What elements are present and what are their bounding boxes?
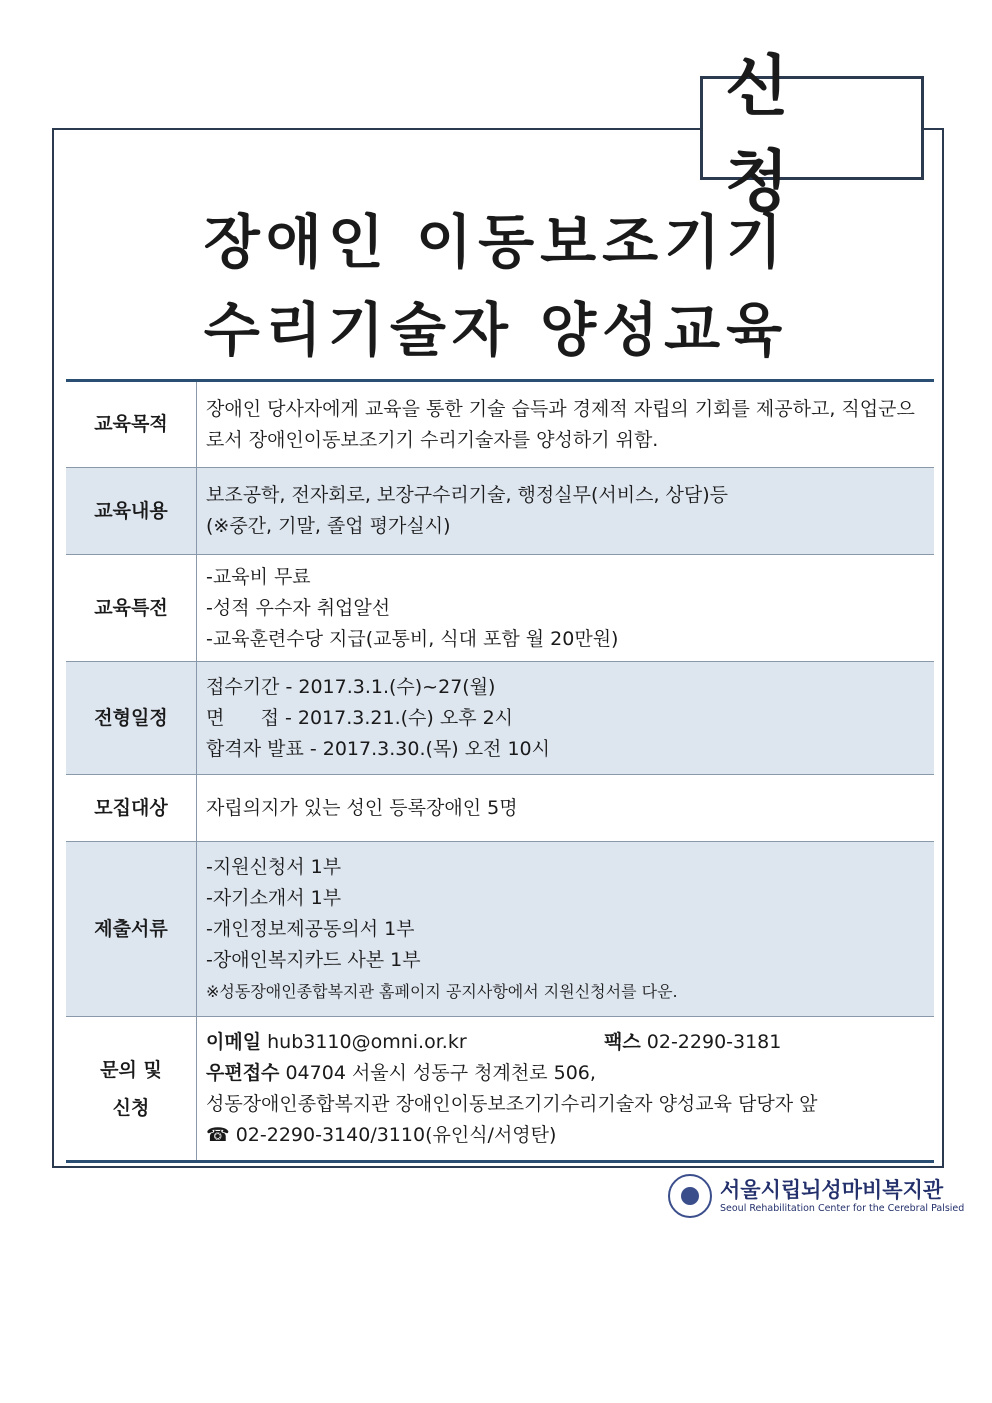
row-content <box>197 842 935 1017</box>
phone-value: 02-2290-3140/3110(유인식/서영탄) <box>235 1123 557 1146</box>
row-text: -개인정보제공동의서 1부 <box>206 917 415 940</box>
row-text: 합격자 발표 - 2017.3.30.(목) 오전 10시 <box>206 737 550 760</box>
row-content <box>197 662 935 775</box>
row-text: 면 접 - 2017.3.21.(수) 오후 2시 <box>206 706 514 729</box>
row-label <box>66 1017 197 1162</box>
table-row-content <box>66 468 934 555</box>
table-row-benefits <box>66 555 934 662</box>
row-text: -장애인복지카드 사본 1부 <box>206 948 421 971</box>
fax-value: 02-2290-3181 <box>646 1030 782 1053</box>
row-text: -성적 우수자 취업알선 <box>206 596 391 619</box>
fax-label: 팩스 <box>604 1030 641 1053</box>
contact-label-line-1: 문의 및 <box>100 1058 162 1081</box>
contact-phone-line <box>206 1120 926 1151</box>
row-content <box>197 775 935 842</box>
contact-label-line-2: 신청 <box>112 1096 150 1119</box>
post-address: 04704 서울시 성동구 청계천로 506, <box>285 1061 596 1084</box>
logo-name-korean: 서울시립뇌성마비복지관 <box>720 1178 944 1202</box>
table-row-target <box>66 775 934 842</box>
table-row-schedule <box>66 662 934 775</box>
title-line-2: 수리기술자 양성교육 <box>203 296 789 364</box>
row-content <box>197 381 935 468</box>
row-text: (※중간, 기말, 졸업 평가실시) <box>206 515 451 537</box>
seal-icon <box>668 1174 712 1218</box>
table-row-purpose <box>66 381 934 468</box>
contact-email-line <box>206 1027 926 1058</box>
logo-name-english: Seoul Rehabilitation Center for the Cerebral Palsied <box>720 1203 965 1214</box>
application-badge: 신 <box>700 76 924 180</box>
row-label: 모집대상 <box>66 775 197 842</box>
row-label: 제출서류 <box>66 842 197 1017</box>
row-text: -교육훈련수당 지급(교통비, 식대 포함 월 20만원) <box>206 627 619 650</box>
row-label: 전형일정 <box>66 662 197 775</box>
fax-group <box>604 1027 781 1058</box>
post-label: 우편접수 <box>206 1061 280 1084</box>
row-text: -교육비 무료 <box>206 565 311 588</box>
row-text: 접수기간 - 2017.3.1.(수)~27(월) <box>206 675 496 698</box>
row-text: 자립의지가 있는 성인 등록장애인 5명 <box>206 796 518 819</box>
email-label: 이메일 <box>206 1030 262 1053</box>
table-row-documents <box>66 842 934 1017</box>
post-recipient: 성동장애인종합복지관 장애인이동보조기기수리기술자 양성교육 담당자 앞 <box>206 1092 818 1115</box>
row-text: -지원신청서 1부 <box>206 855 342 878</box>
title-line-1: 장애인 이동보조기기 <box>203 208 789 276</box>
info-table <box>66 379 934 1163</box>
row-content <box>197 468 935 555</box>
row-label: 교육목적 <box>66 381 197 468</box>
table-row-contact <box>66 1017 934 1162</box>
row-content <box>197 1017 935 1162</box>
row-text: 장애인 당사자에게 교육을 통한 기술 습득과 경제적 자립의 기회를 제공하고, 직업군으로서 장애인이동보조기기 수리기술자를 양성하기 위함. <box>206 397 915 451</box>
row-label: 교육내용 <box>66 468 197 555</box>
row-text: -자기소개서 1부 <box>206 886 342 909</box>
organization-logo <box>668 1172 965 1222</box>
phone-icon: ☎ <box>206 1123 230 1146</box>
row-content <box>197 555 935 662</box>
contact-post-line <box>206 1058 926 1089</box>
row-text: 보조공학, 전자회로, 보장구수리기술, 행정실무(서비스, 상담)등 <box>206 484 728 506</box>
documents-note: ※성동장애인종합복지관 홈페이지 공지사항에서 지원신청서를 다운. <box>206 981 678 1001</box>
email-value: hub3110@omni.or.kr <box>267 1030 467 1053</box>
row-label: 교육특전 <box>66 555 197 662</box>
